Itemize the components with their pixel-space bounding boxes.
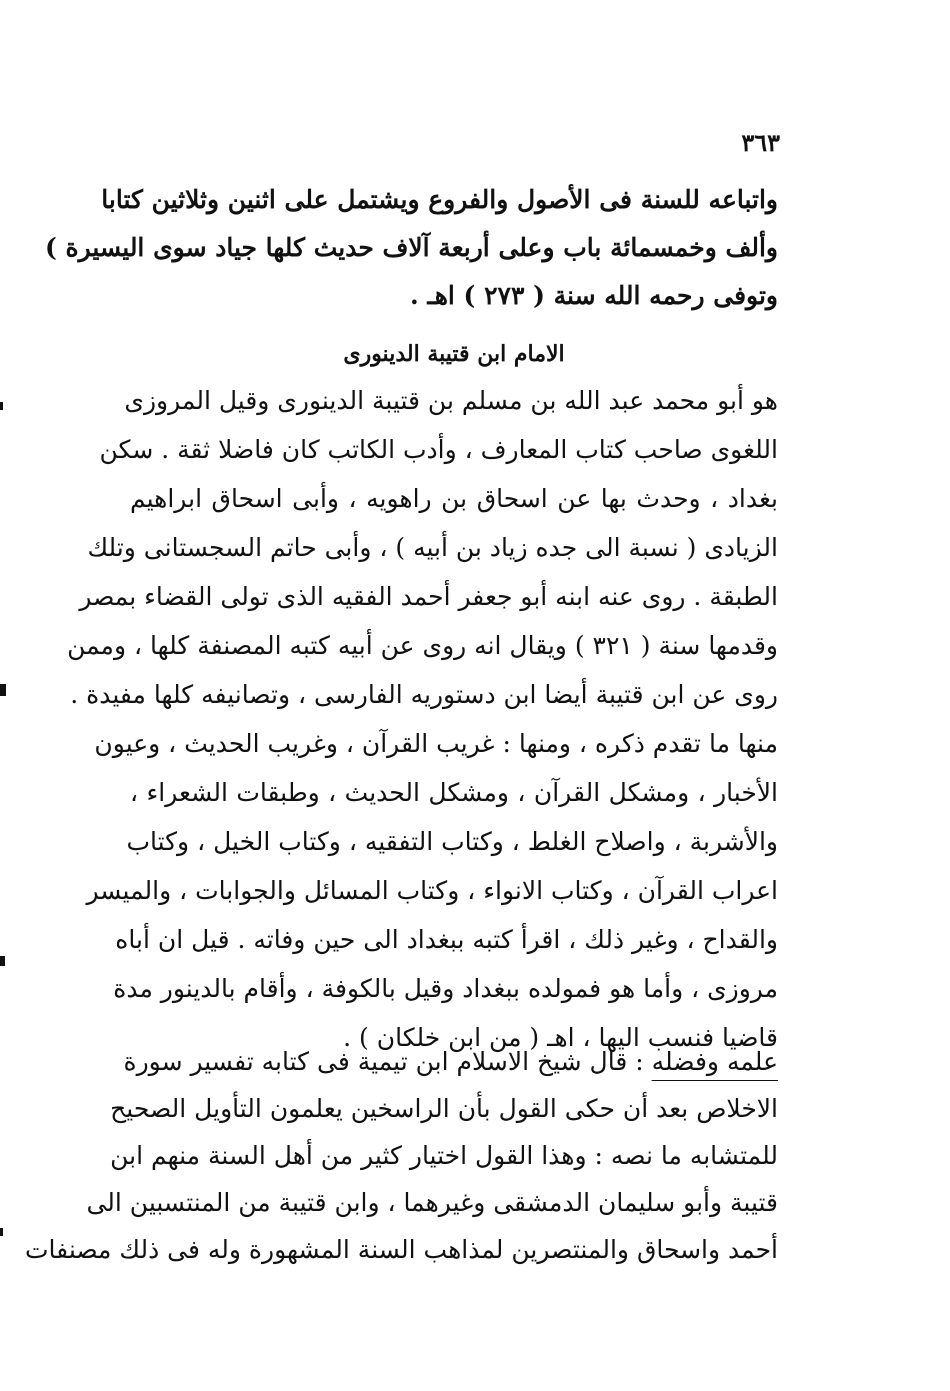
text-line: الزيادى ( نسبة الى جده زياد بن أبيه ) ، وأبى حاتم السجستانى وتلك — [87, 533, 778, 562]
text-line — [123, 1038, 778, 1085]
text-line: واتباعه للسنة فى الأصول والفروع ويشتمل على اثنين وثلاثين كتابا — [101, 185, 778, 214]
paragraph-lead: علمه وفضله — [651, 1047, 778, 1076]
text-line: هو أبو محمد عبد الله بن مسلم بن قتيبة الدينورى وقيل المروزى — [124, 386, 778, 415]
text-line: الأخبار ، ومشكل القرآن ، ومشكل الحديث ، وطبقات الشعراء ، — [130, 778, 778, 807]
scan-edge-mark — [0, 1228, 3, 1236]
text-line: قتيبة وأبو سليمان الدمشقى وغيرهما ، وابن قتيبة من المنتسبين الى — [86, 1188, 778, 1217]
text-line: روى عن ابن قتيبة أيضا ابن دستوريه الفارسى ، وتصانيفه كلها مفيدة . — [70, 680, 778, 709]
text-line: اعراب القرآن ، وكتاب الانواء ، وكتاب المسائل والجوابات ، والميسر — [86, 876, 778, 905]
scan-edge-mark — [0, 684, 6, 696]
text-line: مروزى ، وأما هو فمولده ببغداد وقيل بالكوفة ، وأقام بالدينور مدة — [113, 974, 778, 1003]
paragraph-lead-rest: : قال شيخ الاسلام ابن تيمية فى كتابه تفسير سورة — [123, 1047, 652, 1076]
text-line: والأشربة ، واصلاح الغلط ، وكتاب التفقيه ، وكتاب الخيل ، وكتاب — [126, 827, 778, 856]
text-line: الاخلاص بعد أن حكى القول بأن الراسخين يعلمون التأويل الصحيح — [110, 1094, 778, 1123]
continuation-text — [45, 176, 778, 320]
scan-edge-mark — [0, 402, 3, 410]
text-line: أحمد واسحاق والمنتصرين لمذاهب السنة المشهورة وله فى ذلك مصنفات — [25, 1235, 778, 1264]
text-line: وتوفى رحمه الله سنة ( ٢٧٣ ) اهـ . — [409, 281, 778, 310]
section-heading: الامام ابن قتيبة الدينورى — [343, 341, 565, 367]
text-line: بغداد ، وحدث بها عن اسحاق بن راهويه ، وأبى اسحاق ابراهيم — [130, 484, 778, 513]
text-line: للمتشابه ما نصه : وهذا القول اختيار كثير من أهل السنة منهم ابن — [110, 1141, 778, 1170]
text-line: قاضيا فنسب اليها ، اهـ ( من ابن خلكان ) . — [343, 1023, 778, 1052]
text-line: وألف وخمسمائة باب وعلى أربعة آلاف حديث كلها جياد سوى اليسيرة ) — [45, 233, 778, 262]
scholarship-paragraph — [25, 1038, 778, 1273]
text-line: اللغوى صاحب كتاب المعارف ، وأدب الكاتب كان فاضلا ثقة . سكن — [99, 435, 778, 464]
text-line: والقداح ، وغير ذلك ، اقرأ كتبه ببغداد الى حين وفاته . قيل ان أباه — [115, 925, 778, 954]
biography-paragraph — [67, 376, 778, 1062]
text-line: منها ما تقدم ذكره ، ومنها : غريب القرآن ، وغريب الحديث ، وعيون — [94, 729, 778, 758]
scan-edge-mark — [0, 956, 5, 966]
text-line: الطبقة . روى عنه ابنه أبو جعفر أحمد الفقيه الذى تولى القضاء بمصر — [79, 582, 778, 611]
page-number: ٣٦٣ — [741, 128, 780, 157]
text-line: وقدمها سنة ( ٣٢١ ) ويقال انه روى عن أبيه كتبه المصنفة كلها ، وممن — [67, 631, 778, 660]
